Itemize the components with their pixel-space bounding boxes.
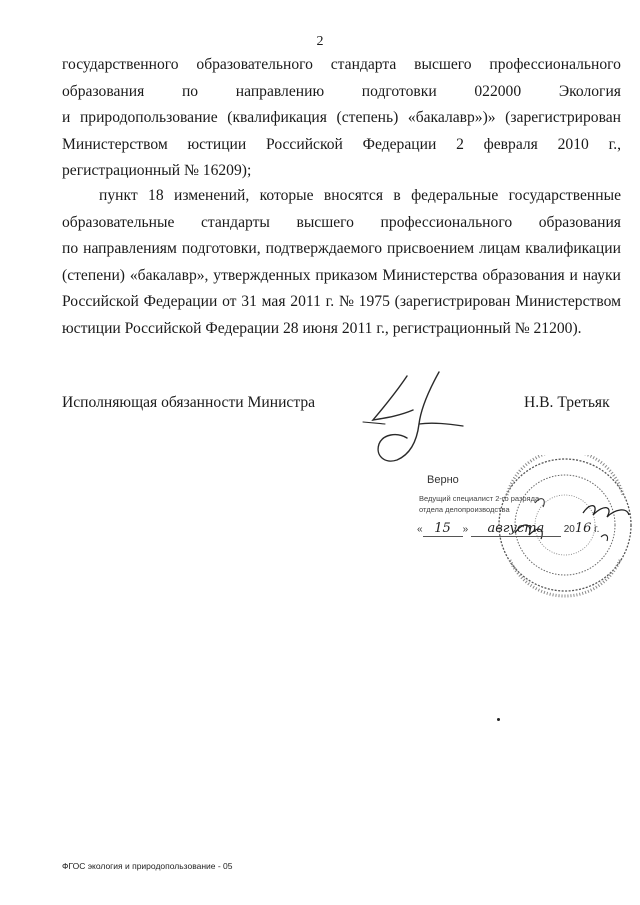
word: образовательные (62, 213, 175, 231)
word: профессионального (380, 213, 513, 231)
word: Экология (558, 82, 621, 100)
word: г. (325, 293, 335, 310)
word: (степени) (62, 266, 125, 284)
text-line (62, 52, 621, 79)
word: направлениям (83, 240, 177, 257)
word: подготовки (361, 82, 437, 100)
word: 022000 (474, 82, 522, 100)
word: от (222, 293, 237, 310)
word: образования (482, 266, 565, 284)
word: (степень) (336, 109, 399, 126)
word: мая (261, 293, 286, 310)
word: высшего (296, 213, 354, 231)
text-line (62, 132, 621, 159)
word: вносятся (323, 187, 384, 204)
verno-label: Верно (427, 474, 459, 486)
word: утвержденных (213, 266, 311, 284)
word: «бакалавр», (129, 266, 209, 284)
footer-doc-code: ФГОС экология и природопользование - 05 (62, 861, 233, 871)
word: направлению (235, 82, 325, 100)
text-line (62, 105, 621, 132)
word: Российской (266, 135, 343, 153)
word: (зарегистрирован (394, 293, 511, 310)
word: пункт (99, 187, 138, 204)
word: и (569, 266, 578, 284)
text-line (62, 236, 621, 263)
certifier-position-line2: отдела делопроизводства (419, 505, 510, 514)
date-day: 15 (423, 521, 463, 537)
word: образовательного (196, 56, 313, 73)
word: природопользование (79, 109, 218, 126)
word: подготовки, (181, 240, 261, 257)
word: № (339, 293, 354, 310)
word: приказом (315, 266, 378, 284)
word: по (181, 82, 199, 100)
page-number: 2 (316, 34, 324, 49)
text-line (62, 289, 621, 316)
word: 2011 (290, 293, 321, 310)
word: «бакалавр»)» (407, 109, 496, 126)
certification-date: « 15 » августа 2016 г. (417, 521, 600, 536)
word: 2 (456, 135, 464, 153)
word: 18 (148, 187, 164, 204)
word: Министерством (62, 135, 168, 153)
word: Министерством (515, 293, 621, 310)
word: квалификации (525, 240, 621, 257)
text-line (62, 183, 621, 210)
word: регистрационный № 16209); (62, 162, 252, 179)
word: лицам (479, 240, 521, 257)
word: 31 (241, 293, 257, 310)
word: Федерации (143, 293, 218, 310)
word: и (62, 109, 71, 126)
paragraph-continuation (62, 52, 621, 185)
date-year: 16 (574, 521, 592, 536)
word: (зарегистрирован (505, 109, 621, 126)
word: стандарта (330, 56, 397, 73)
signer-title: Исполняющая обязанности Министра (62, 394, 316, 411)
word: науки (582, 266, 621, 284)
word: в (393, 187, 401, 204)
word: государственного (62, 56, 179, 73)
word: (квалификация (227, 109, 327, 126)
word: по (62, 240, 79, 257)
word: Министерства (382, 266, 478, 284)
word: подтверждаемого (265, 240, 383, 257)
word: образования (538, 213, 621, 231)
word: изменений, (173, 187, 250, 204)
stray-mark (497, 718, 500, 721)
text-line (62, 79, 621, 106)
text-line (62, 158, 621, 185)
word: 1975 (358, 293, 390, 310)
word: профессионального (489, 56, 621, 73)
word: высшего (414, 56, 472, 73)
word: которые (259, 187, 314, 204)
text-line (62, 263, 621, 290)
word: стандарты (200, 213, 270, 231)
word: государственные (508, 187, 621, 204)
certifier-position-line1: Ведущий специалист 2-го разряда (419, 494, 540, 503)
word: Федерации (362, 135, 437, 153)
paragraph-item-18 (62, 183, 621, 342)
word: образования (62, 82, 145, 100)
signature (355, 368, 465, 468)
word: юстиции (187, 135, 247, 153)
word: присвоением (387, 240, 475, 257)
word: 2010 (557, 135, 589, 153)
text-line (62, 210, 621, 237)
word: федеральные (411, 187, 499, 204)
word: февраля (483, 135, 538, 153)
date-month: августа (471, 521, 561, 537)
signer-name: Н.В. Третьяк (524, 394, 610, 411)
certification-stamp (415, 455, 635, 605)
word: Российской (62, 293, 139, 310)
text-line: юстиции Российской Федерации 28 июня 2011 г., регистрационный № 21200). (62, 319, 582, 337)
word: г., (608, 135, 621, 153)
